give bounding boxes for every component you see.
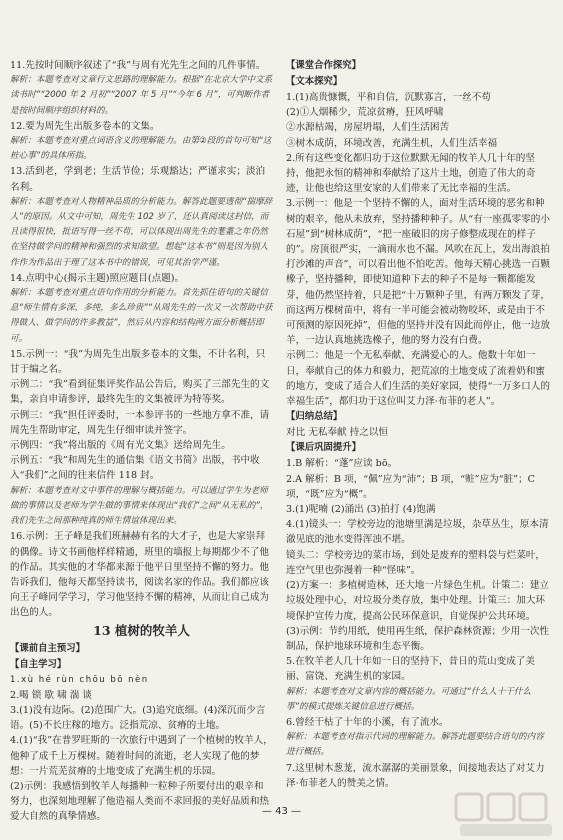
answer-item: 示例二：“我”看到征集评奖作品公告后，购买了三部先生的文集，亲自申请参评，最终先生的文集被评为特等奖。 — [10, 379, 270, 406]
answer-item: 2.所有这些变化都归功于这位默默无闻的牧羊人几十年的坚持，他把永恒的精神和奉献给了这片土地，创造了伟大的奇迹，让他也给这里安家的人们带来了无比幸福的生活。 — [286, 152, 536, 195]
answer-item: 1.B 解析：“蓬”应读 bō。 — [286, 458, 398, 470]
answer-item: 镜头二：学校旁边的菜市场，到处是废弃的塑料袋与烂菜叶，连空气里也弥漫着一种“怪味”。 — [286, 549, 546, 576]
answer-item: (3)示例：节约用纸，使用再生纸，保护森林资源；少用一次性制品，保护地球环境和生态平衡。 — [286, 625, 550, 652]
answer-item: 3.示例一：他是一个坚持不懈的人，面对生活环境的恶劣和种树的艰辛，他从未放弃，坚持播种种子。从“有一座孤零零的小石屋”到“树林成荫”，“把一座破旧的房子修整成现在的样子的”。房顶很严实，一滴雨水也不漏。风吹在瓦上，发出海浪拍打沙滩的声音”，可以看出他不怕吃苦。他每天精心挑选一百颗橡子，坚持播种，即使知道种下去的种子不是每一颗都能发芽，他仍然坚持着，只是把“十万颗种子里，有两万颗发了芽，而这两万棵树苗中，将有一半可能会被动物咬坏，或是由于不可预测的原因死掉”，但他的坚持并没有因此而停止，他一边放羊，一边认真地挑选橡子，他的努力没有白费。 — [286, 198, 550, 347]
answer-item: 15.示例一：“我”为周先生出版多卷本的文集，不计名利，只甘于编之名。 — [10, 348, 266, 376]
left-column — [10, 58, 273, 825]
answer-item: 11.先按时间顺序叙述了“我”与周有光先生之间的几件事情。 — [10, 60, 266, 71]
answer-item: 6.曾经干枯了十年的小溪，有了流水。 — [286, 716, 449, 728]
answer-item: 7.这里树木葱茏，流水潺潺的美丽景象，间接地表达了对艾力泽·布菲老人的赞美之情。 — [286, 762, 545, 789]
answer-explanation: 解析：本题考查对文中事件的理解与概括能力。可以通过学生为老师做的事情以及老师为学生做的事情来体现出“我们”之间“从无私的”，我们先生之间那种纯真的师生情谊体现出来。 — [10, 485, 269, 527]
section-heading: 【归纳总结】 — [286, 411, 343, 423]
section-heading: 【自主学习】 — [10, 658, 67, 670]
answer-item: 12.要为周先生出版多卷本的文集。 — [10, 120, 160, 132]
answer-item: ②水源枯竭，房屋坍塌，人们生活困苦 — [286, 122, 450, 134]
pinyin-answers: 1.xù hé rùn chōu bō nèn — [10, 674, 149, 685]
answer-item: 2.喝 锁 歇 啸 湍 谈 — [10, 689, 92, 701]
answer-item: 16.示例：王子峰是我们班赫赫有名的大才子，也是大家崇拜的偶像。诗文书画他样样精通，班里的墙报上每期都少不了他的作品。其实他的才华都来源于他平日里坚持不懈的努力。他告诉我们，他每天都坚持读书，阅读名家的作品。我们都应该向王子峰同学学习，学习他坚持不懈的精神，从而让自己成为出色的人。 — [10, 531, 270, 619]
answer-explanation: 解析：本题考查对人物精神品质的分析能力。解答此题要透彻“揣摩辞人”的原因。从文中可知，周先生 102 岁了，还认真阅读这封信，而且读得很快，批语写得一丝不苟，可以体现出周先生的耄耋之年仍然在坚持做学问的精神和强烈的求知欲望。想起“这本书”则是因为别人作作为作品出于理了这本书中的错误，可见其治学严谨。 — [10, 196, 273, 268]
answer-explanation: 解析：本题考查对文章行文思路的理解能力。根据“在北京大学中文系读书时”“2000 年 2 月初”“2007 年 5 月”“今年 6 月”，可判断作者是按时间顺序组织材料的。 — [10, 75, 273, 116]
lesson-title: 13 植树的牧羊人 — [93, 622, 190, 638]
answer-item: 对比 无私奉献 持之以恒 — [286, 427, 389, 439]
section-heading: 【课后巩固提升】 — [286, 442, 362, 454]
answer-item: 示例五：“我”和周先生的通信集《语文书简》出版，书中收入“我们”之间的往来信件 118 封。 — [10, 455, 260, 482]
answer-item: (2)①人烟稀少，荒凉贫瘠，狂风呼啸 — [286, 107, 444, 119]
answer-item: 4.(1)“我”在普罗旺斯的一次旅行中遇到了一个植树的牧羊人，他种了成千上万棵树。随着时间的流逝，老人实现了他的梦想：一片荒芜贫瘠的土地变成了充满生机的乐园。 — [10, 735, 273, 777]
answer-item: 5.在牧羊老人几十年如一日的坚持下，昔日的荒山变成了美丽、富饶、充满生机的家园。 — [286, 656, 535, 683]
answer-item: ③树木成荫，环境改善，充满生机，人们生活幸福 — [286, 137, 498, 149]
right-column — [286, 58, 550, 791]
answer-item: 4.(1)镜头一：学校旁边的池塘里满是垃圾，杂草丛生，原本清澈见底的池水变得浑浊不堪。 — [286, 519, 549, 546]
answer-item: 3.(1)没有边际。(2)范围广大。(3)追究底细。(4)深沉而少言语。(5)不长庄稼的地方。泛指荒凉、贫瘠的土地。 — [10, 704, 266, 732]
answer-item: (2)方案一：多植树造林，还大地一片绿色生机。计策二：建立垃圾处理中心，对垃圾分类存放，集中处理。计策三：加大环境保护宣传力度，提高公民环保意识，自觉保护公共环境。 — [286, 580, 550, 622]
answer-explanation: 解析：本题考查对文章内容的概括能力。可通过“什么人十干什么事”的模式提炼关键信息进行概括。 — [286, 686, 532, 712]
answer-item: 2.A 解析：B 项，“佩”应为“沛”；B 项，“赃”应为“脏”；C 项，“既”应为“概”。 — [286, 473, 536, 500]
answer-item: 13.活到老，学到老；生活节俭；乐观豁达；严谨求实；淡泊名利。 — [10, 166, 266, 193]
page-number: — 43 — — [261, 806, 302, 817]
section-heading: 【文本探究】 — [286, 76, 343, 87]
answer-explanation: 解析：本题考查对重点语句作用的分析能力。首先抓住语句的关键信息“师生情有多深，多纯，多么珍贵”“从周先生的一次又一次帮助中获得做人、做学问的许多教益”，然后从内容和结构两方面分析概括即可。 — [10, 288, 273, 344]
answer-item: 3.(1)呢喃 (2)涌出 (3)拍打 (4)饱满 — [286, 504, 436, 516]
answer-item: (2)示例：我感悟到牧羊人每播种一粒种子所要付出的艰辛和努力，也深刻地理解了他造福人类而不求回报的美好品质和热爱大自然的真挚情感。 — [10, 780, 270, 823]
section-heading: 【课堂合作探究】 — [286, 60, 362, 71]
answer-explanation: 解析：本题考查对指示代词的理解能力。解答此题要结合语句的内容进行概括。 — [286, 732, 544, 758]
answer-explanation: 解析：本题考查对重点词语含义的理解能力。由第②段的首句可知“这桩心事”的具体所指。 — [10, 136, 272, 162]
answer-item: 14.点明中心(揭示主题)照应题目(点题)。 — [10, 272, 185, 284]
answer-item: 示例二：他是一个无私奉献、充满爱心的人。他数十年如一日，奉献自己的体力和毅力，把荒凉的土地变成了流着奶和蜜的地方，变成了适合人们生活的美好家园，使得“一万多口人的幸福生活”，都归功于这位叫艾力泽·布菲的老人”。 — [286, 350, 550, 408]
answer-item: 示例四：“我”将出版的《周有光文集》送给周先生。 — [10, 440, 231, 452]
answer-item: 1.(1)高贵慷慨，平和自信，沉默寡言，一丝不苟 — [286, 92, 492, 103]
watermark-logo-icon — [450, 788, 562, 840]
answer-item: 示例三：“我”担任评委时，一本参评书的一些地方拿不准，请周先生帮助审定，周先生仔细审读并签字。 — [10, 409, 270, 436]
section-heading: 【课前自主预习】 — [10, 642, 86, 654]
